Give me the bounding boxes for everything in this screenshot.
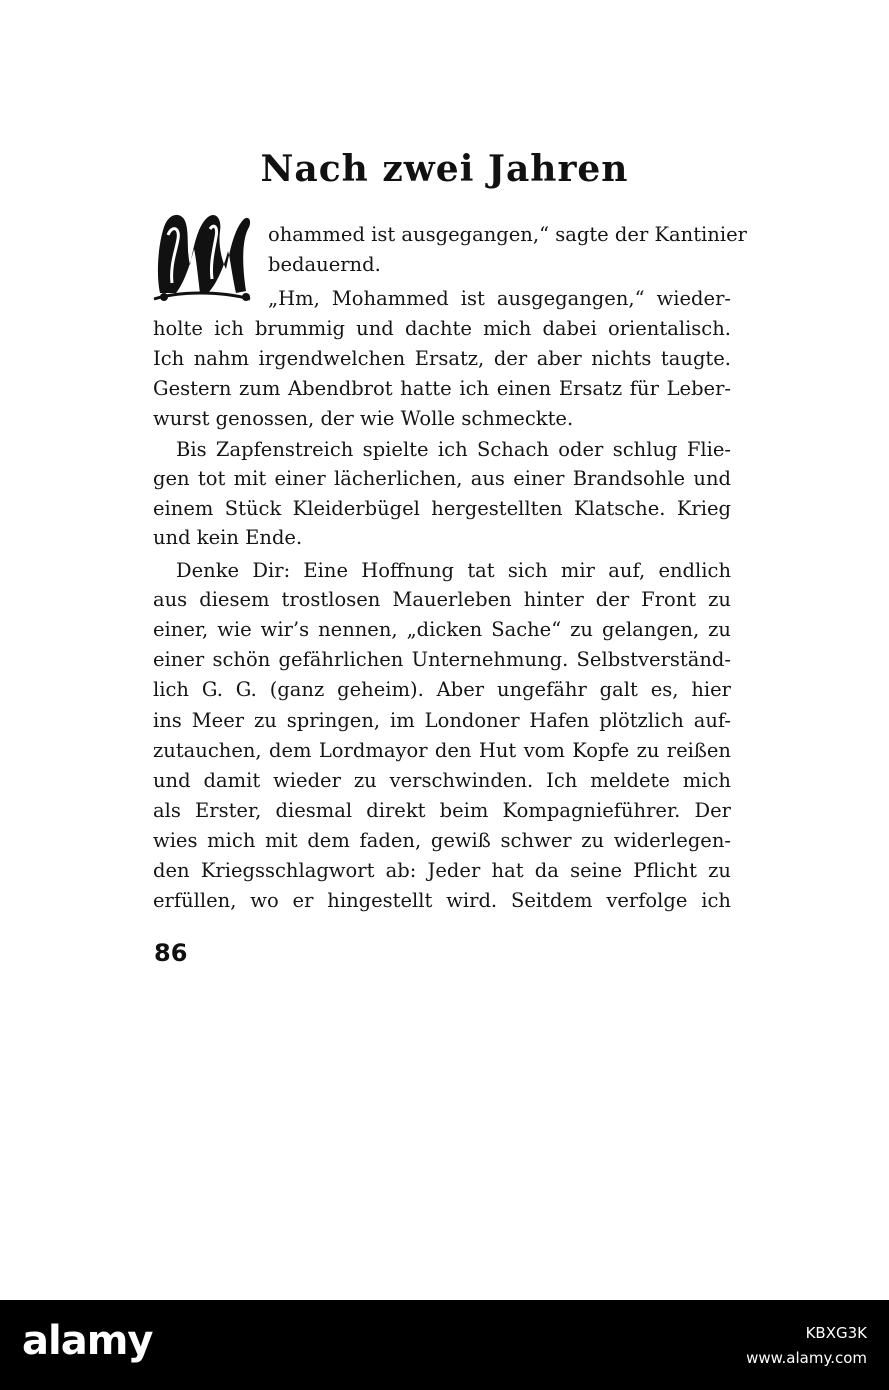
text-line: einem Stück Kleiderbügel hergestellten Klatsche. Krieg (153, 497, 731, 520)
chapter-title: Nach zwei Jahren (260, 148, 629, 190)
text-line: erfüllen, wo er hingestellt wird. Seitdem verfolge ich (153, 889, 731, 912)
text-line: einer schön gefährlichen Unternehmung. Selbstverständ- (153, 648, 731, 671)
text-line: den Kriegsschlagwort ab: Jeder hat da seine Pflicht zu (153, 859, 731, 882)
ornamental-m-icon (150, 205, 252, 301)
page-number: 86 (154, 939, 188, 967)
text-line: Ich nahm irgendwelchen Ersatz, der aber nichts taugte. (153, 347, 731, 370)
text-line: ins Meer zu springen, im Londoner Hafen plötzlich auf- (153, 709, 731, 732)
stock-url: www.alamy.com (746, 1349, 867, 1367)
text-line: einer, wie wir’s nennen, „dicken Sache“ zu gelangen, zu (153, 618, 731, 641)
text-line: als Erster, diesmal direkt beim Kompagnieführer. Der (153, 799, 731, 822)
text-line: wurst genossen, der wie Wolle schmeckte. (153, 407, 574, 430)
text-line: gen tot mit einer lächerlichen, aus einer Brandsohle und (153, 467, 731, 490)
text-line: Bis Zapfenstreich spielte ich Schach oder schlug Flie- (176, 438, 731, 461)
text-line: und kein Ende. (153, 526, 303, 549)
brand-logo: alamy (22, 1318, 153, 1364)
drop-cap-initial (150, 205, 252, 301)
stock-image-id: KBXG3K (805, 1324, 867, 1342)
text-line: Denke Dir: Eine Hoffnung tat sich mir auf, endlich (176, 559, 731, 582)
text-line: „Hm, Mohammed ist ausgegangen,“ wieder- (268, 287, 731, 310)
text-line: und damit wieder zu verschwinden. Ich meldete mich (153, 769, 731, 792)
text-line: zutauchen, dem Lordmayor den Hut vom Kopfe zu reißen (153, 739, 731, 762)
text-line: aus diesem trostlosen Mauerleben hinter der Front zu (153, 588, 731, 611)
text-line: wies mich mit dem faden, gewiß schwer zu widerlegen- (153, 829, 731, 852)
text-line: bedauernd. (268, 253, 381, 276)
text-line: holte ich brummig und dachte mich dabei orientalisch. (153, 317, 731, 340)
text-line: ohammed ist ausgegangen,“ sagte der Kantinier (268, 223, 747, 246)
text-line: lich G. G. (ganz geheim). Aber ungefähr galt es, hier (153, 678, 731, 701)
text-line: Gestern zum Abendbrot hatte ich einen Ersatz für Leber- (153, 377, 731, 400)
